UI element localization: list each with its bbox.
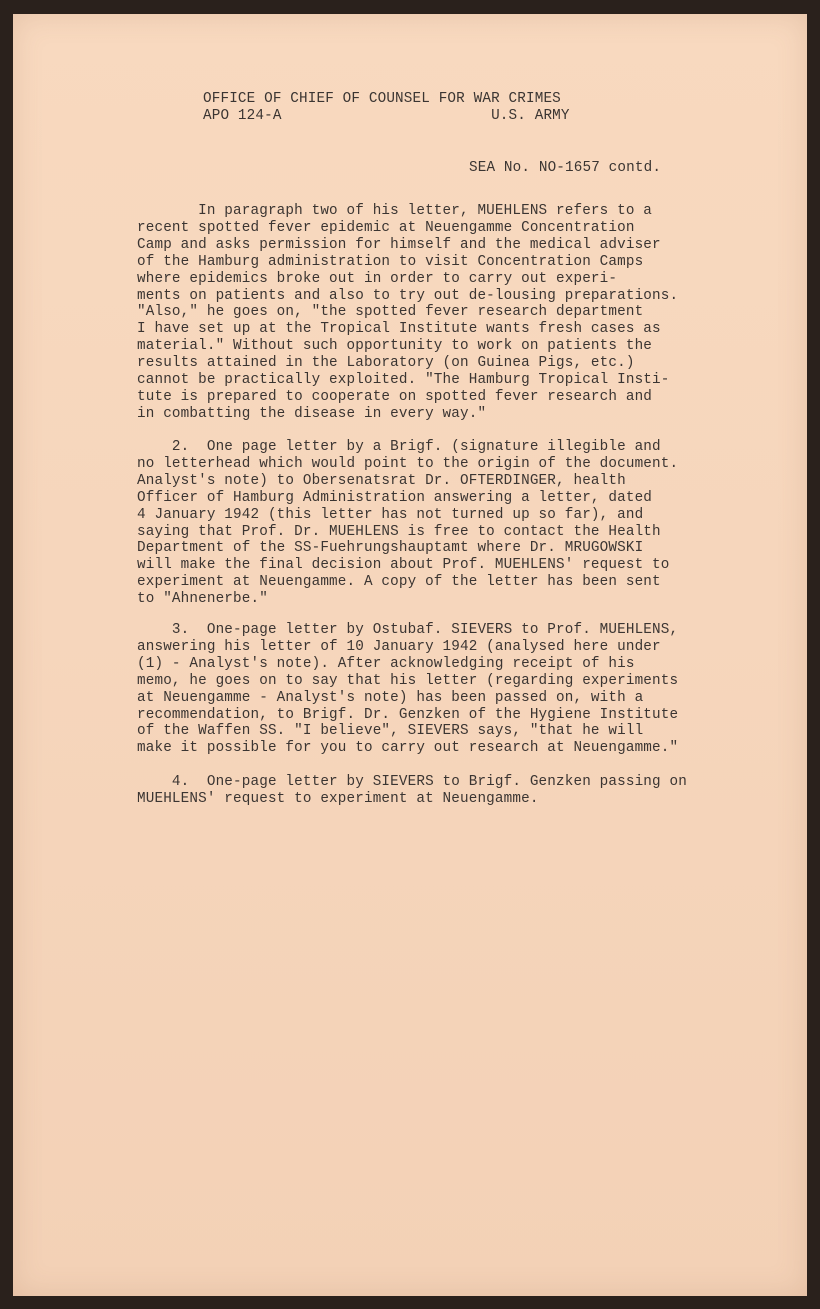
- paragraph-intro: In paragraph two of his letter, MUEHLENS refers to a recent spotted fever epidemic at Neuengamme Concentration Camp and asks permission for himself and the medical adviser of the Hamburg administration to visit Concentration Camps where epidemics broke out in order to carry out experi- ments on patients and also to try out de-lousing preparations. "Also," he goes on, "the spotted fever research department I have set up at the Tropical Institute wants fresh cases as material." Without such opportunity to work on patients the results attained in the Laboratory (on Guinea Pigs, etc.) cannot be practically exploited. "The Hamburg Tropical Insti- tute is prepared to cooperate on spotted fever research and in combatting the disease in every way.": [137, 203, 679, 422]
- document-header: [203, 91, 570, 125]
- document-reference: SEA No. NO-1657 contd.: [469, 160, 662, 176]
- paragraph-item-3: 3. One-page letter by Ostubaf. SIEVERS to Prof. MUEHLENS, answering his letter of 10 January 1942 (analysed here under (1) - Analyst's note). After acknowledging receipt of his memo, he goes on to say that his letter (regarding experiments at Neuengamme - Analyst's note) has been passed on, with a recommendation, to Brigf. Dr. Genzken of the Hygiene Institute of the Waffen SS. "I believe", SIEVERS says, "that he will make it possible for you to carry out research at Neuengamme.": [137, 622, 679, 757]
- office-title: OFFICE OF CHIEF OF COUNSEL FOR WAR CRIMES: [203, 91, 561, 107]
- apo-line: APO 124-A U.S. ARMY: [203, 107, 570, 124]
- paragraph-item-2: 2. One page letter by a Brigf. (signature illegible and no letterhead which would point to the origin of the document. Analyst's note) to Obersenatsrat Dr. OFTERDINGER, health Officer of Hamburg Administration answering a letter, dated 4 January 1942 (this letter has not turned up so far), and saying that Prof. Dr. MUEHLENS is free to contact the Health Department of the SS-Fuehrungshauptamt where Dr. MRUGOWSKI will make the final decision about Prof. MUEHLENS' request to experiment at Neuengamme. A copy of the letter has been sent to "Ahnenerbe.": [137, 439, 679, 608]
- document-page: [13, 14, 807, 1296]
- paragraph-item-4: 4. One-page letter by SIEVERS to Brigf. Genzken passing on MUEHLENS' request to experiment at Neuengamme.: [137, 774, 687, 807]
